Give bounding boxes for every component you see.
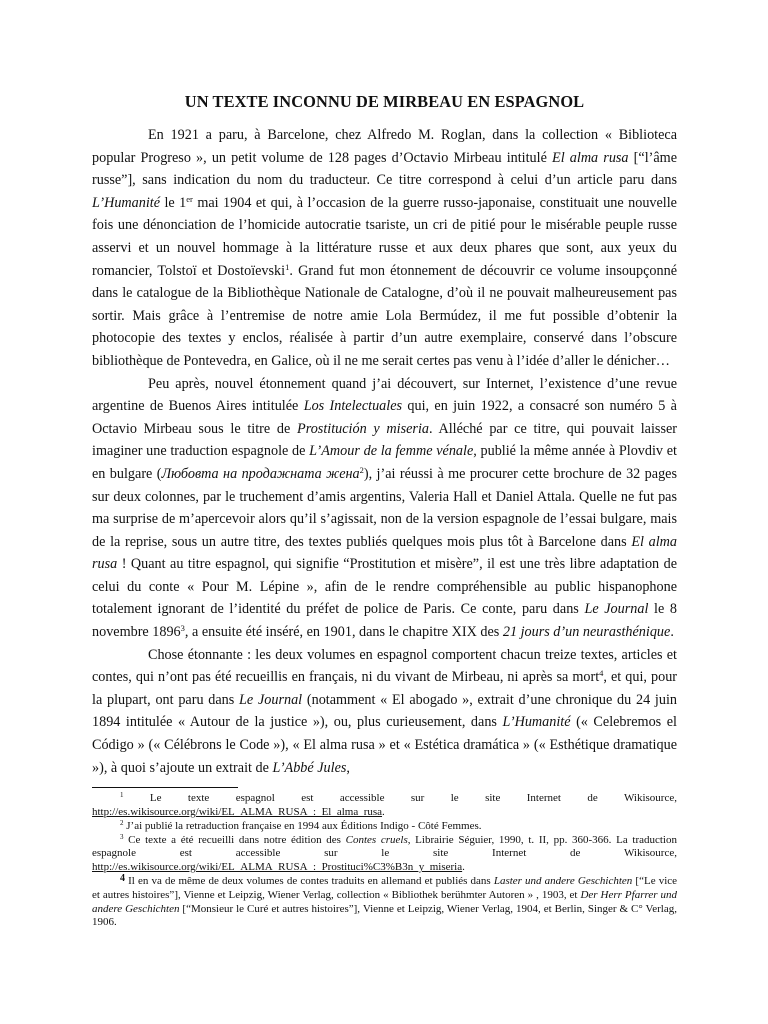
footnote-4-title-laster: Laster und andere Geschichten <box>493 875 633 887</box>
footnote-3 <box>92 834 677 875</box>
footnote-ref-3[interactable]: 3 <box>180 623 185 634</box>
paragraph-2 <box>92 373 677 644</box>
p2-title-le-journal: Le Journal <box>584 601 649 618</box>
footnote-3-link[interactable]: http://es.wikisource.org/wiki/EL_ALMA_RUSA_:_Prostituci%C3%B3n_y_miseria <box>92 861 463 874</box>
p1-text-e: le 1 <box>160 194 187 211</box>
p2-text-g: , publié la même année à Plovdiv et en bulgare ( <box>92 443 677 482</box>
p3-text-d: (notamment « El abogado », extrait d’une chronique du 24 juin 1894 intitulée « Autour de la justice »), ou, plus curieusement, dans <box>92 691 677 731</box>
p1-text-c: [“l’âme russe”], sans indication du nom du traducteur. Ce titre correspond à celui d’un article paru dans <box>92 149 677 189</box>
footnote-3-end: . <box>462 861 465 874</box>
footnote-1-number: 1 <box>120 791 124 800</box>
p2-title-los-intelectuales: Los Intelectuales <box>303 398 403 415</box>
p2-text-k: ! Quant au titre espagnol, qui signifie “Prostitution et misère”, il est une très libre adaptation de celui du conte « Pour M. Lépine », afin de le rendre compréhensible au public hispanophone totalement ignorant de l’identité du préfet de police de Paris. Ce conte, paru dans <box>92 556 677 618</box>
p1-title-humanite: L’Humanité <box>92 194 161 211</box>
footnote-1-link[interactable]: http://es.wikisource.org/wiki/EL_ALMA_RUSA_:_El_alma_rusa <box>92 806 383 819</box>
page-title: UN TEXTE INCONNU DE MIRBEAU EN ESPAGNOL <box>184 92 585 111</box>
p2-text-p: . <box>670 624 674 641</box>
footnote-4 <box>92 875 677 930</box>
footnote-ref-2[interactable]: 2 <box>359 464 364 475</box>
p2-title-prostitucion: Prostitución y miseria <box>297 420 429 437</box>
article-body <box>92 124 677 779</box>
footnote-4-text-a: Il en va de même de deux volumes de contes traduits en allemand et publiés dans <box>125 875 494 887</box>
p3-title-humanite: L’Humanité <box>502 714 571 731</box>
p2-title-21-jours: 21 jours d’un neurasthénique <box>502 624 671 641</box>
footnote-3-text-a: Ce texte a été recueilli dans notre édition des <box>123 833 346 846</box>
footnote-4-text-e: [“Monsieur le Curé et autres histoires”], Vienne et Leipzig, Wiener Verlag, 1904, et Berlin, Singer & C° Verlag, 1906. <box>92 902 677 929</box>
footnote-ref-4[interactable]: 4 <box>599 668 604 679</box>
p1-text-f: mai 1904 et qui, à l’occasion de la guerre russo-japonaise, constituait une nouvelle fois une dénonciation de l’homicide autocratie tsariste, un cri de pitié pour le misérable peuple russe asservi et un nouvel hommage à la littérature russe et aux deux phares que sont, aux yeux du romancier, Tolstoï et Dostoïevski <box>92 194 677 279</box>
p2-text-m: le 8 novembre 1896 <box>92 601 677 641</box>
footnote-4-title-pfarrer: Der Herr Pfarrer und andere Geschichten <box>92 888 677 915</box>
footnote-divider <box>92 787 238 788</box>
p2-title-amour-femme-venale: L’Amour de la femme vénale <box>309 443 474 460</box>
p2-text-a: Peu après, nouvel étonnement quand j’ai découvert, sur Internet, l’existence d’une revue argentine de Buenos Aires intitulée <box>92 375 677 415</box>
p3-title-abbe-jules: L’Abbé Jules <box>272 759 347 776</box>
p3-text-f: (« Celebremos el Código » (« Célébrons le Code »), « El alma rusa » et « Estética dramática » (« Esthétique dramatique »), à quoi s’ajoute un extrait de <box>92 714 677 776</box>
p3-text-b: , et qui, pour la plupart, ont paru dans <box>92 669 678 708</box>
footnote-3-text-c: , Librairie Séguier, 1990, t. II, pp. 360-366. La traduction espagnole est accessible sur le site Internet de Wikisource, <box>92 833 677 860</box>
footnote-2-text: J’ai publié la retraduction française en 1994 aux Éditions Indigo - Côté Femmes. <box>123 819 482 832</box>
footnote-4-text-c: [“Le vice et autres histoires”], Vienne et Leipzig, Wiener Verlag, collection « Bibliothek berühmter Autoren » , 1903, et <box>92 875 678 901</box>
p2-text-n: , a ensuite été inséré, en 1901, dans le chapitre XIX des <box>184 624 503 641</box>
footnote-1 <box>92 792 677 820</box>
p2-text-i: ), j’ai réussi à me procurer cette brochure de 32 pages sur deux colonnes, par le truchement d’amis argentins, Valeria Hall et Daniel Attala. Quelle ne fut pas ma surprise de m’apercevoir alors qu’il s’agissait, non de la version espagnole de l’essai bulgare, mais de la reprise, sous un autre titre, des textes publiés quelques mois plus tôt à Barcelone dans <box>92 465 677 550</box>
p3-text-h: , <box>346 759 350 776</box>
p1-text-a: En 1921 a paru, à Barcelone, chez Alfredo M. Roglan, dans la collection « Biblioteca popular Progreso », un petit volume de 128 pages d’Octavio Mirbeau intitulé <box>92 127 677 166</box>
p1-text-g: . Grand fut mon étonnement de découvrir ce volume insoupçonné dans le catalogue de la Bibliothèque Nationale de Catalogne, d’où il ne pouvait malheureusement pas sortir. Mais grâce à l’entremise de notre amie Lola Bermúdez, il me fut possible d’obtenir la photocopie des textes y enclos, réalisée à partir d’un autre exemplaire, conservé dans l’obscure bibliothèque de Pontevedra, en Galice, où il ne me serait certes pas venu à l’idée d’aller le dénicher… <box>92 262 677 369</box>
p2-title-bulgarian: Любовта на продажната жена <box>161 465 360 482</box>
p3-text-a: Chose étonnante : les deux volumes en espagnol comportent chacun treize textes, articles et contes, qui n’ont pas été recueillis en français, ni du vivant de Mirbeau, ni après sa mort <box>92 646 677 686</box>
footnotes-section <box>92 787 677 930</box>
footnote-1-end: . <box>382 806 385 819</box>
footnote-2-number: 2 <box>120 818 124 827</box>
p2-title-el-alma-rusa: El alma rusa <box>92 533 678 573</box>
p2-text-c: qui, en juin 1922, a consacré son numéro 5 à Octavio Mirbeau sous le titre de <box>92 398 677 437</box>
paragraph-3 <box>92 644 677 780</box>
footnote-3-number: 3 <box>120 832 124 841</box>
footnote-1-text: Le texte espagnol est accessible sur le site Internet de Wikisource, <box>123 792 677 805</box>
p1-ordinal-sup: er <box>186 193 193 204</box>
p3-title-le-journal: Le Journal <box>239 691 303 708</box>
paragraph-1 <box>92 124 677 373</box>
footnote-4-number: 4 <box>120 873 125 884</box>
p2-text-e: . Alléché par ce titre, qui pouvait laisser imaginer une traduction espagnole de <box>92 420 677 460</box>
footnote-3-title: Contes cruels <box>345 833 408 846</box>
p1-title-el-alma-rusa: El alma rusa <box>552 149 629 166</box>
footnote-2 <box>92 820 677 834</box>
footnote-ref-1[interactable]: 1 <box>285 261 290 272</box>
